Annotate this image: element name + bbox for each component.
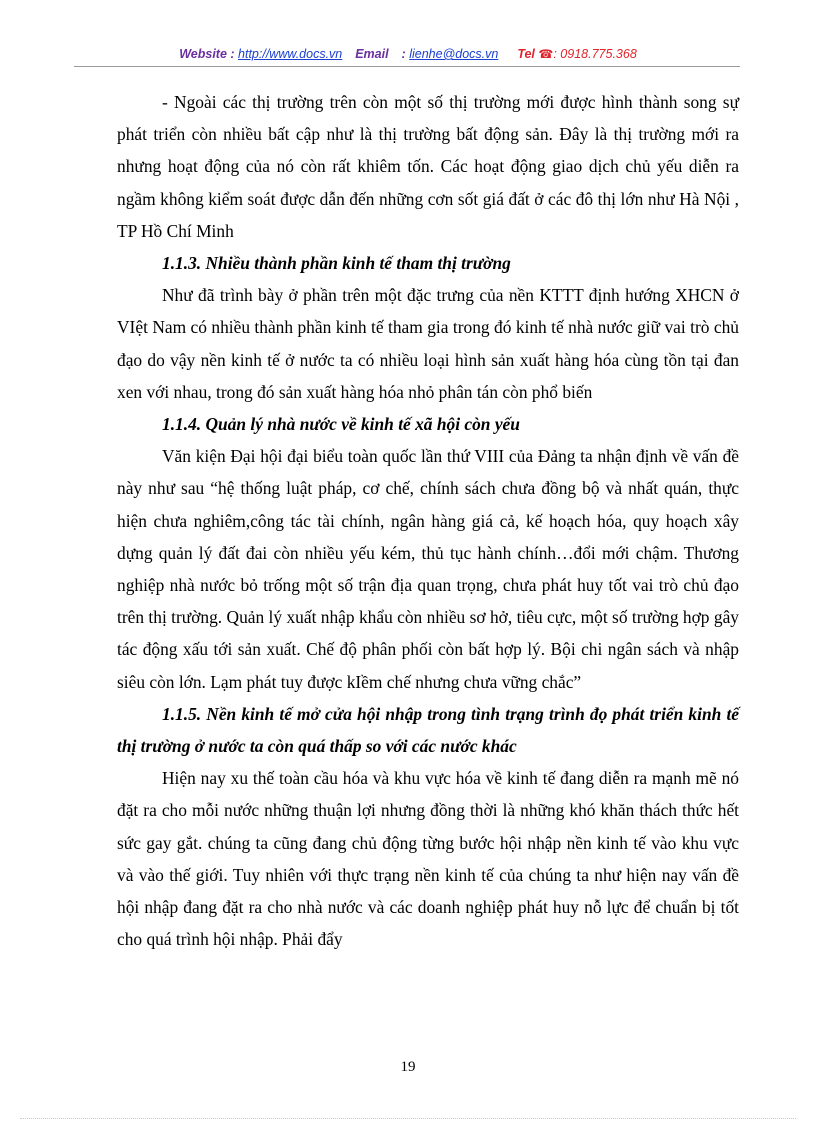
heading-1-1-3: 1.1.3. Nhiều thành phần kinh tế tham thị trường	[162, 253, 511, 274]
heading-1-1-4: 1.1.4. Quản lý nhà nước về kinh tế xã hội còn yếu	[162, 414, 520, 435]
website-label: Website :	[179, 47, 235, 61]
email-label: Email	[355, 47, 389, 61]
page-header	[0, 47, 816, 61]
telephone-icon: ☎	[538, 47, 554, 61]
heading-1-1-5: 1.1.5. Nền kinh tế mở cửa hội nhập trong tình trạng trình đọ phát triển kinh tế thị trường ở nước ta còn quá thấp so với các nước khác	[117, 703, 739, 757]
page-number: 19	[400, 1059, 416, 1075]
website-link[interactable]: http://www.docs.vn	[238, 47, 343, 61]
email-separator: :	[401, 47, 406, 61]
paragraph-market-other: - Ngoài các thị trường trên còn một số thị trường mới được hình thành song sự phát triển còn nhiều bất cập như là thị trường bất động sản. Đây là thị trường mới ra nhưng hoạt động của nó còn rất khiêm tốn. Các hoạt động giao dịch chủ yếu diễn ra ngầm không kiểm soát được dẫn đến những cơn sốt giá đất ở các đô thị lớn như Hà Nội , TP Hồ Chí Minh	[117, 92, 739, 241]
paragraph-state-management: Văn kiện Đại hội đại biểu toàn quốc lần thứ VIII của Đảng ta nhận định về vấn đề này như sau “hệ thống luật pháp, cơ chế, chính sách chưa đồng bộ và nhất quán, thực hiện chưa nghiêm,công tác tài chính, ngân hàng giá cả, kế hoạch hóa, quy hoạch xây dựng quản lý đất đai còn nhiều yếu kém, thủ tục hành chính…đổi mới chậm. Thương nghiệp nhà nước bỏ trống một số trận địa quan trọng, chưa phát huy tốt vai trò chủ đạo trên thị trường. Quản lý xuất nhập khẩu còn nhiều sơ hở, tiêu cực, một số trường hợp gây tác động xấu tới sản xuất. Chế độ phân phối còn bất hợp lý. Bội chi ngân sách và nhập siêu còn lớn. Lạm phát tuy được kIềm chế nhưng chưa vững chắc”	[117, 446, 739, 692]
email-link[interactable]: lienhe@docs.vn	[409, 47, 499, 61]
document-body	[117, 86, 739, 955]
header-rule	[74, 66, 740, 67]
tel-number: : 0918.775.368	[553, 47, 637, 61]
page-bottom-border	[20, 1118, 796, 1119]
paragraph-integration: Hiện nay xu thế toàn cầu hóa và khu vực hóa về kinh tế đang diễn ra mạnh mẽ nó đặt ra cho mỗi nước những thuận lợi nhưng đồng thời là những khó khăn thách thức hết sức gay gắt. chúng ta cũng đang chủ động từng bước hội nhập nền kinh tế vào khu vực và vào thế giới. Tuy nhiên với thực trạng nền kinh tế của chúng ta như hiện nay vấn đề hội nhập đang đặt ra cho nhà nước và các doanh nghiệp phát huy nỗ lực để chuẩn bị tốt cho quá trình hội nhập. Phải đẩy	[117, 768, 739, 950]
paragraph-economic-sectors: Như đã trình bày ở phần trên một đặc trưng của nền KTTT định hướng XHCN ở VIệt Nam có nhiều thành phần kinh tế tham gia trong đó kinh tế nhà nước giữ vai trò chủ đạo do vậy nền kinh tế ở nước ta có nhiều loại hình sản xuất hàng hóa cùng tồn tại đan xen với nhau, trong đó sản xuất hàng hóa nhỏ phân tán còn phổ biến	[117, 285, 739, 402]
tel-label: Tel	[517, 47, 535, 61]
